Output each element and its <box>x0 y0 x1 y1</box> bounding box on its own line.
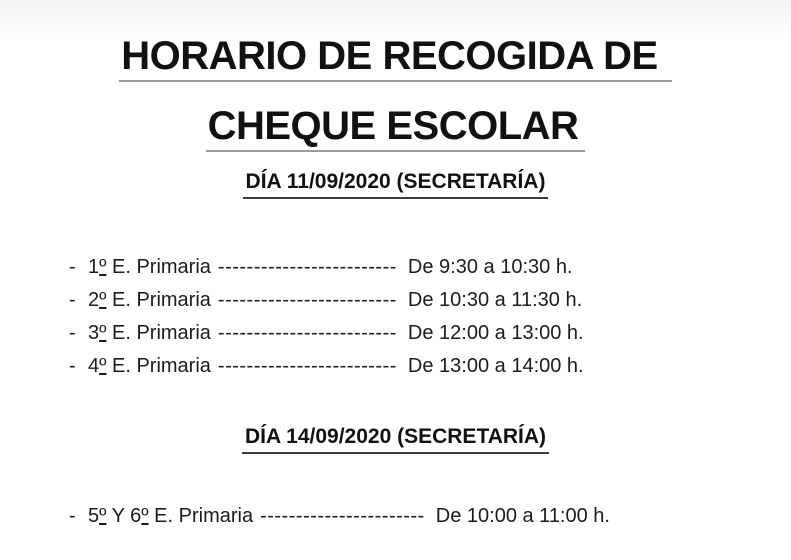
row-time: De 12:00 a 13:00 h. <box>407 322 584 344</box>
row-dashes: ------------------------- <box>217 256 397 278</box>
schedule-row <box>69 500 791 533</box>
row-label: 3º E. Primaria <box>88 322 211 344</box>
schedule-list-day2 <box>0 500 791 533</box>
section-heading-day2-text: DÍA 14/09/2020 (SECRETARÍA) <box>242 423 549 454</box>
schedule-row <box>69 350 791 383</box>
row-bullet: - <box>69 505 76 527</box>
row-label: 5º Y 6º E. Primaria <box>88 505 254 527</box>
row-bullet: - <box>69 289 76 311</box>
row-time: De 13:00 a 14:00 h. <box>407 355 584 377</box>
schedule-row <box>69 317 791 350</box>
row-label: 4º E. Primaria <box>88 355 211 377</box>
row-time: De 10:00 a 11:00 h. <box>435 505 610 527</box>
row-label: 1º E. Primaria <box>88 256 211 278</box>
page-title-line2 <box>0 100 791 152</box>
row-bullet: - <box>69 355 76 377</box>
section-heading-day1-text: DÍA 11/09/2020 (SECRETARÍA) <box>243 168 549 199</box>
row-dashes: ------------------------- <box>217 355 397 377</box>
section-heading-day1 <box>0 168 791 199</box>
row-dashes: ----------------------- <box>260 505 425 527</box>
row-time: De 9:30 a 10:30 h. <box>407 256 573 278</box>
row-label: 2º E. Primaria <box>88 289 211 311</box>
row-dashes: ------------------------- <box>217 289 397 311</box>
schedule-row <box>69 251 791 284</box>
page-title-line1-text: HORARIO DE RECOGIDA DE <box>119 35 671 82</box>
row-bullet: - <box>69 322 76 344</box>
section-heading-day2 <box>0 423 791 454</box>
row-time: De 10:30 a 11:30 h. <box>407 289 583 311</box>
page-title-line1 <box>0 30 791 82</box>
schedule-list-day1 <box>0 251 791 383</box>
row-dashes: ------------------------- <box>217 322 397 344</box>
page-title-line2-text: CHEQUE ESCOLAR <box>206 105 586 152</box>
schedule-row <box>69 284 791 317</box>
document-title <box>0 0 791 152</box>
row-bullet: - <box>69 256 76 278</box>
